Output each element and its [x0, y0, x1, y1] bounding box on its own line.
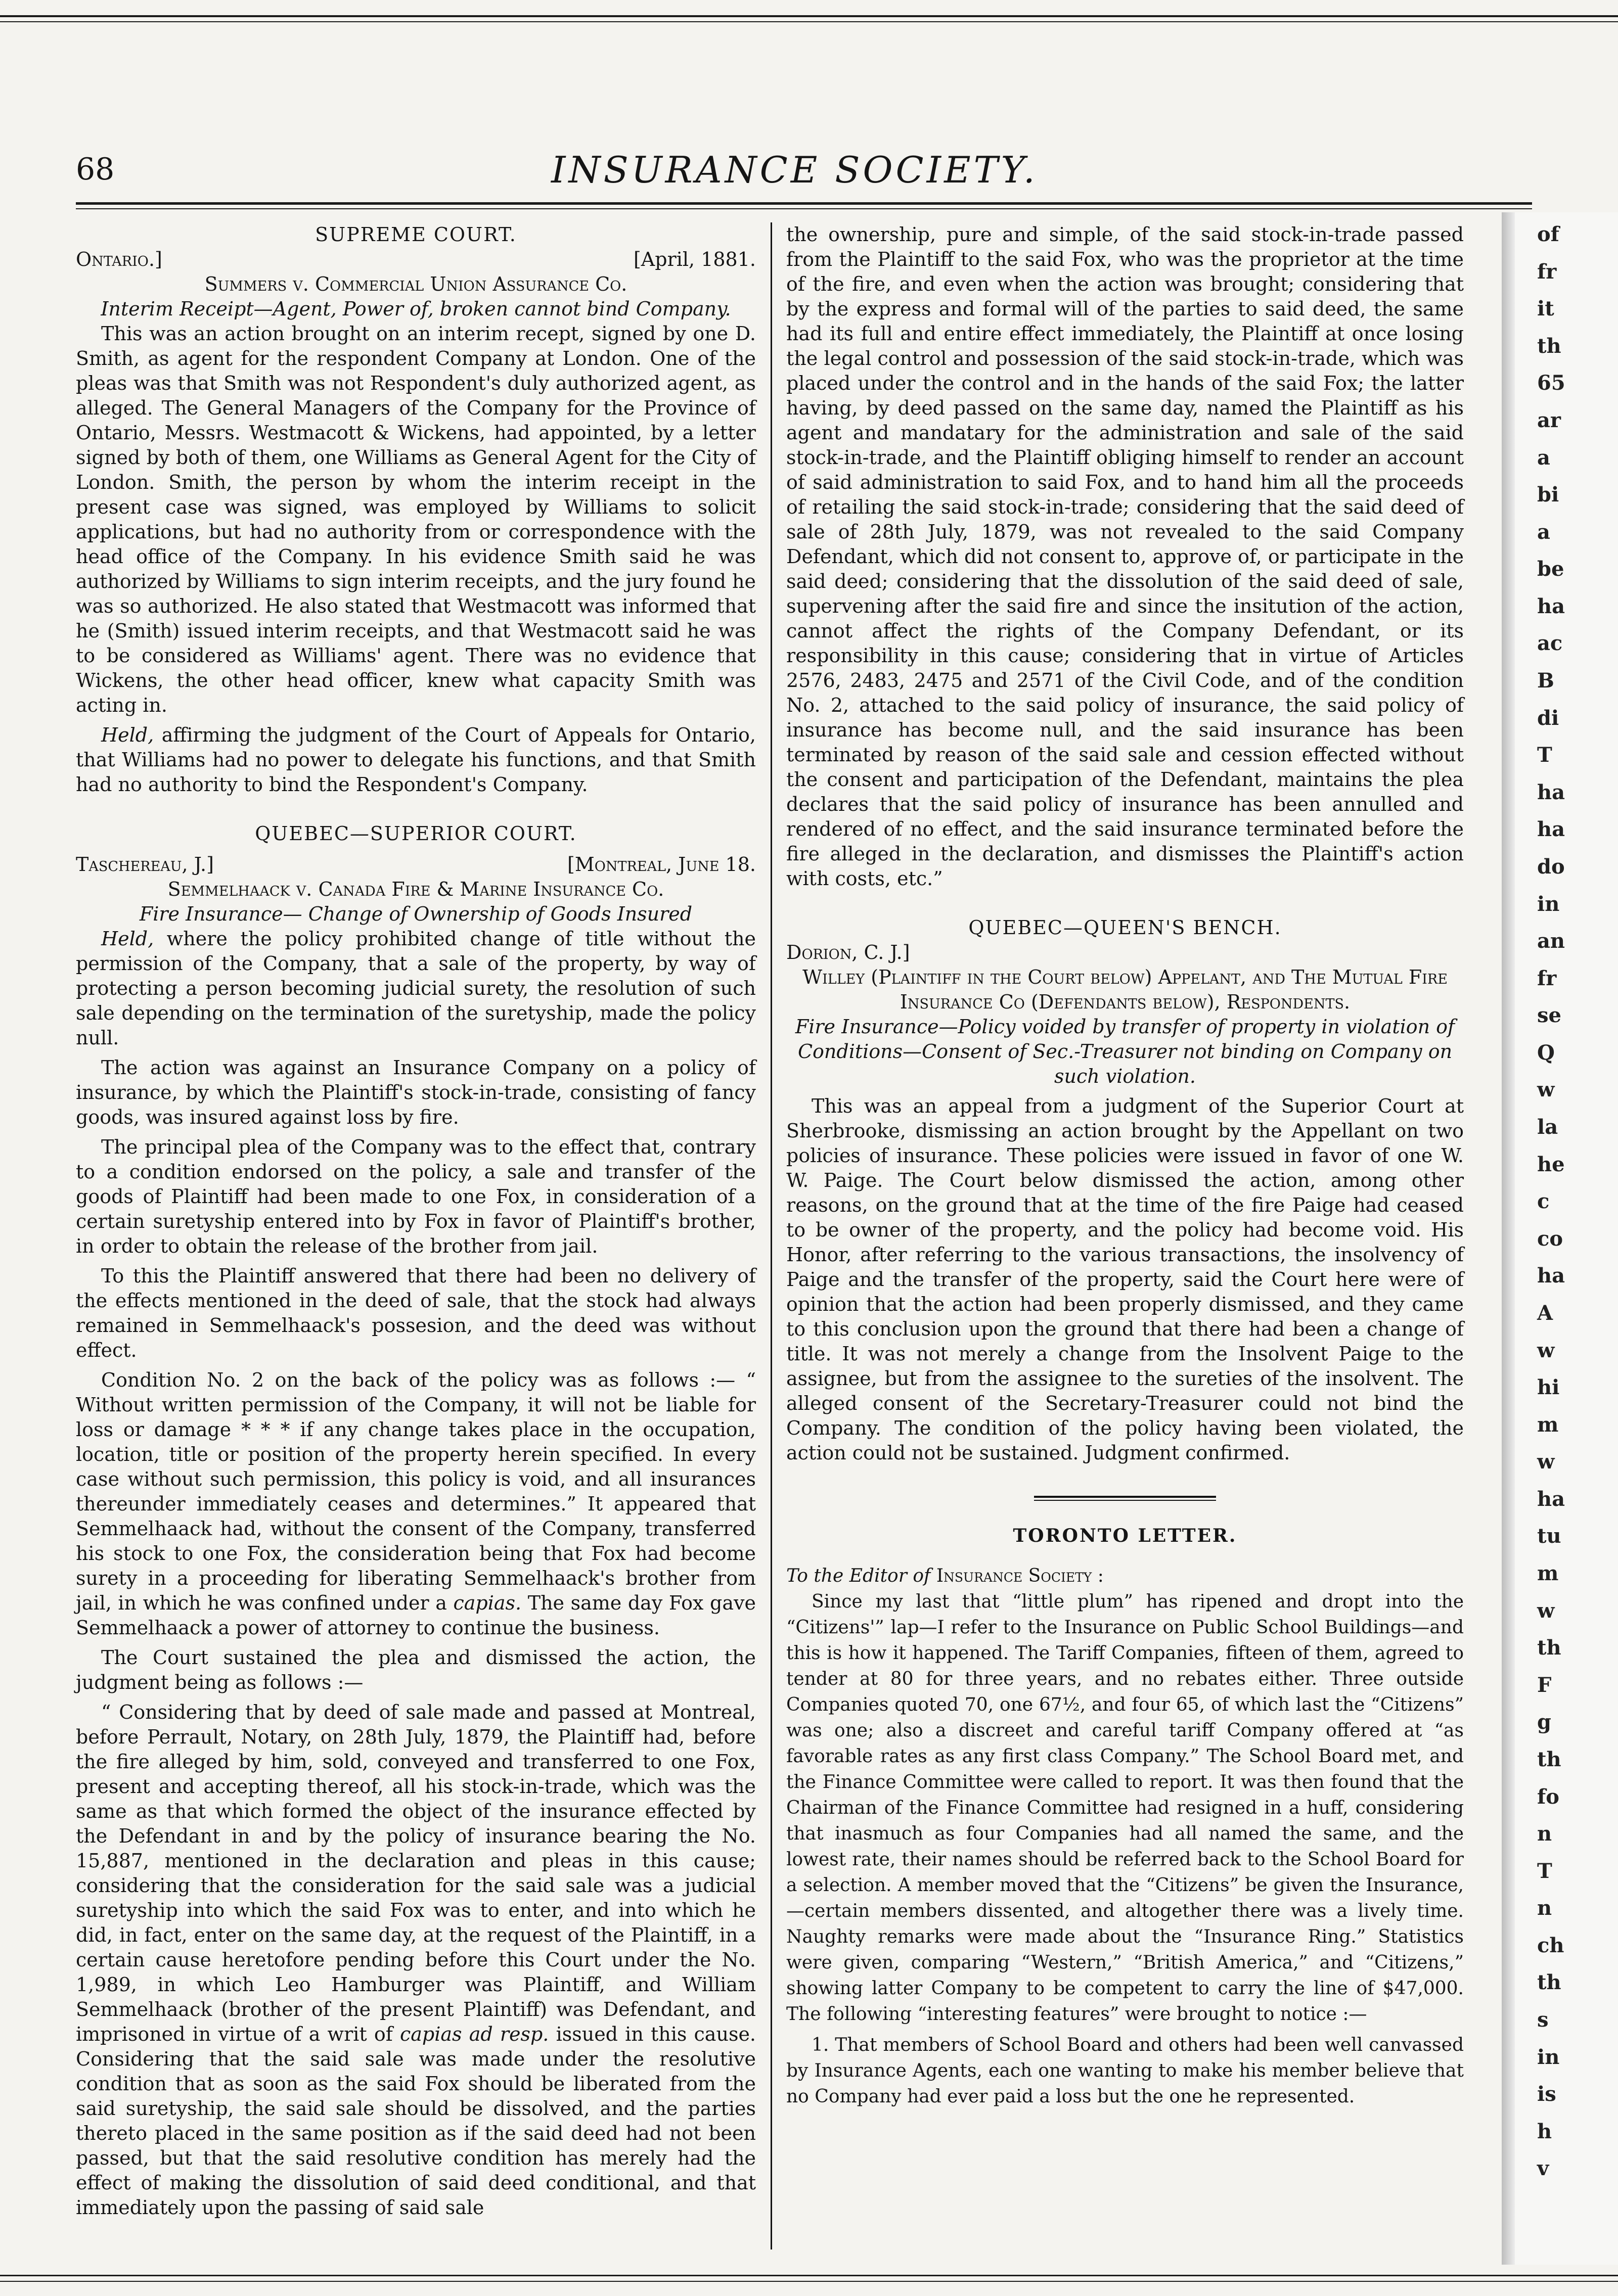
case-meta-row: [76, 247, 756, 272]
edge-fragment: di: [1537, 706, 1559, 730]
edge-fragment: ac: [1537, 631, 1563, 656]
edge-fragment: w: [1537, 1450, 1555, 1474]
edge-fragment: he: [1537, 1152, 1565, 1176]
case-paragraph: The action was against an Insurance Company on a policy of insurance, by which the Plaintiff's stock-in-trade, consisting of fancy goods, was insured against loss by fire.: [76, 1057, 756, 1128]
case-parties: Willey (Plaintiff in the Court below) Appelant, and The Mutual Fire Insurance Co (Defendants below), Respondents.: [802, 966, 1448, 1013]
edge-fragment: do: [1537, 854, 1565, 879]
edge-fragment: ha: [1537, 780, 1565, 804]
column-divider: [771, 222, 772, 2249]
edge-fragment: A: [1537, 1301, 1553, 1325]
edge-fragment: an: [1537, 929, 1565, 953]
edge-fragment: T: [1537, 743, 1552, 767]
edge-fragment: s: [1537, 2008, 1549, 2032]
case-paragraph: This was an action brought on an interim recept, signed by one D. Smith, as agent for the respondent Company at London. One of the pleas was that Smith was not Respondent's duly authorized agent, as alleged. The General Managers of the Company for the Province of Ontario, Messrs. Westmacott & Wickens, had appointed, by a letter signed by both of them, one Williams as General Agent for the City of London. Smith, the person by whom the interim receipt in the present case was signed, was employed by Williams to solicit applications, but had no authority from or correspondence with the head office of the Company. In his evidence Smith said he was authorized by Williams to sign interim receipts, and the jury found he was so authorized. He also stated that Westmacott was informed that he (Smith) issued interim receipts, and that Westmacott said he was to be considered as Williams' agent. There was no evidence that Wickens, the other head officer, knew what capacity Smith was acting in.: [76, 323, 756, 716]
court-heading: QUEBEC—QUEEN'S BENCH.: [968, 916, 1282, 939]
edge-fragment: w: [1537, 1338, 1555, 1362]
letter-salutation: To the Editor of Insurance Society :: [786, 1566, 1104, 1586]
edge-fragment: n: [1537, 1822, 1552, 1846]
case-title: Semmelhaack v. Canada Fire & Marine Insurance Co.: [167, 878, 664, 900]
edge-fragment: th: [1537, 1747, 1561, 1771]
case-paragraph: This was an appeal from a judgment of the Superior Court at Sherbrooke, dismissing an action brought by the Appellant on two policies of insurance. These policies were issued in favor of one W. W. Paige. The Court below dismissed the action, among other reasons, on the ground that at the time of the fire Paige had ceased to be owner of the property, and the policy had become void. His Honor, after referring to the various transactions, the insolvency of Paige and the transfer of the property, said the Court here were of opinion that the action had been properly dismissed, and they came to this conclusion upon the ground that there had been a change of title. It was not merely a change from the Insolvent Paige to the assignee, but from the assignee to the sureties of the insolvent. The alleged consent of the Secretary-Treasurer could not bind the Company. The condition of the policy having been violated, the action could not be sustained. Judgment confirmed.: [786, 1095, 1464, 1464]
edge-fragment: n: [1537, 1896, 1552, 1920]
letter-title: TORONTO LETTER.: [1013, 1525, 1237, 1546]
edge-fragment: ch: [1537, 1933, 1564, 1957]
edge-fragment: w: [1537, 1078, 1555, 1102]
queens-bench-section: [786, 915, 1464, 1465]
edge-fragment: g: [1537, 1710, 1551, 1734]
latin-term: capias.: [453, 1592, 522, 1614]
edge-fragment: co: [1537, 1226, 1563, 1251]
letter-paragraph: 1. That members of School Board and others had been well canvassed by Insurance Agents, each one wanting to make his member believe that no Company had ever paid a loss but the one he represented.: [786, 2035, 1464, 2107]
judge: Dorion, C. J.]: [786, 941, 910, 963]
edge-fragment: ar: [1537, 408, 1561, 432]
edge-fragment: hi: [1537, 1375, 1560, 1400]
edge-fragment: be: [1537, 557, 1564, 581]
edge-fragment: F: [1537, 1673, 1552, 1697]
edge-fragment: Q: [1537, 1040, 1555, 1065]
case-paragraph: The principal plea of the Company was to the effect that, contrary to a condition endorsed on the policy, a sale and transfer of the goods of Plaintiff had been made to one Fox, in consideration of a certain suretyship entered into by Fox in favor of Plaintiff's brother, in order to obtain the release of the brother from jail.: [76, 1136, 756, 1257]
edge-fragment: ha: [1537, 1264, 1565, 1288]
edge-fragment: ha: [1537, 817, 1565, 842]
edge-fragment: th: [1537, 1970, 1561, 1995]
edge-fragment: in: [1537, 2045, 1560, 2069]
superior-court-section: [76, 821, 756, 2220]
edge-fragment: h: [1537, 2119, 1552, 2143]
edge-fragment: fr: [1537, 966, 1557, 990]
edge-fragment: la: [1537, 1115, 1558, 1139]
edge-fragment: 65: [1537, 371, 1565, 395]
adjacent-page-edge: [1502, 212, 1618, 2265]
held-label: Held,: [101, 724, 154, 746]
edge-fragment: fr: [1537, 259, 1557, 284]
edge-fragment: th: [1537, 1636, 1561, 1660]
page-header: [0, 147, 1618, 202]
case-subject: Fire Insurance— Change of Ownership of Goods Insured: [139, 903, 693, 925]
header-rule-thick: [76, 202, 1532, 205]
left-column: [76, 222, 756, 2220]
edge-fragment: w: [1537, 1598, 1555, 1623]
edge-fragment: fo: [1537, 1784, 1559, 1809]
edge-fragment: c: [1537, 1189, 1550, 1214]
edge-fragment: a: [1537, 520, 1550, 544]
header-rule-thin: [76, 208, 1532, 209]
page-title: INSURANCE SOCIETY.: [551, 149, 1038, 191]
edge-fragment: th: [1537, 334, 1561, 358]
judge: Taschereau, J.]: [76, 853, 214, 876]
edge-fragment: ha: [1537, 1487, 1565, 1511]
edge-fragment: se: [1537, 1003, 1561, 1028]
judgment-continuation: the ownership, pure and simple, of the said stock-in-trade passed from the Plaintiff to the said Fox, who was the proprietor at the time of the fire, and even when the action was brought; considering that by the express and formal will of the parties to said deed, the same had its full and entire effect immediately, the Plaintiff at once losing the legal control and possession of the said stock-in-trade, which was placed under the control and in the hands of the said Fox; the latter having, by deed passed on the same day, named the Plaintiff as his agent and mandatary for the administration and sale of the said stock-in-trade, and the Plaintiff obliging himself to render an account of said administration to said Fox, and to hand him all the proceeds of retailing the said stock-in-trade; considering that the said deed of sale of 28th July, 1879, was not revealed to the said Company Defendant, which did not consent to, approve of, or participate in the said deed; considering that the dissolution of the said deed of sale, supervening after the said fire and since the insitution of the action, cannot affect the rights of the Company Defendant, or its responsibility in this cause; considering that in virtue of Articles 2576, 2483, 2475 and 2571 of the Civil Code, and of the condition No. 2, attached to the said policy of insurance, the said policy of insurance has become null, and the said insurance has been terminated by reason of the said sale and cession effected without the consent and participation of the Defendant, maintains the plea declares that the said policy of insurance has been annulled and rendered of no effect, and the said insurance terminated before the fire alleged in the declaration, and dismisses the Plaintiff's action with costs, etc.”: [786, 223, 1464, 890]
condition-paragraph: Condition No. 2 on the back of the policy was as follows :— “ Without written permission of the Company, it will not be liable for loss or damage * * * if any change takes place in the occupation, location, title or position of the property herein specified. In every case without such permission, this policy is void, and all insurances thereunder immediately ceases and determines.” It appeared that Semmelhaack had, without the consent of the Company, transferred his stock to one Fox, the consideration being that Fox had become surety in a proceeding for liberating Semmelhaack's brother from jail, in which he was confined under a capias. The same day Fox gave Semmelhaack a power of attorney to continue the business.: [76, 1369, 756, 1639]
edge-fragment: is: [1537, 2082, 1556, 2106]
case-meta-row: [76, 852, 756, 877]
right-column: [786, 222, 1464, 2109]
case-title: Summers v. Commercial Union Assurance Co.: [204, 273, 627, 295]
letter-paragraph: Since my last that “little plum” has ripened and dropt into the “Citizens'” lap—I refer to the Insurance on Public School Buildings—and this is how it happened. The Tariff Companies, fifteen of them, agreed to tender at 80 for three years, and no rebates either. Three outside Companies quoted 70, one 67½, and four 65, of which last the “Citizens” was one; also a discreet and careful tariff Company offered at “as favorable rates as any first class Company.” The School Board met, and the Finance Committee were called to report. It was then found that the Chairman of the Finance Committee had resigned in a huff, considering that inasmuch as four Companies had all named the same, and the lowest rate, their names should be referred back to the School Board for a selection. A member moved that the “Citizens” be given the Insurance,—certain members dissented, and altogether there was a lively time. Naughty remarks were made about the “Insurance Ring.” Statistics were given, comparing “Western,” “British America,” and “Citizens,” showing latter Company to be competent to carry the line of $47,000. The following “interesting features” were brought to notice :—: [786, 1591, 1464, 2025]
section-divider: [1034, 1496, 1216, 1501]
court-heading: SUPREME COURT.: [315, 223, 517, 246]
edge-fragment: it: [1537, 297, 1554, 321]
court-heading: QUEBEC—SUPERIOR COURT.: [255, 822, 577, 845]
edge-fragment: bi: [1537, 483, 1559, 507]
top-rule-2: [0, 21, 1618, 22]
edge-fragment: T: [1537, 1859, 1552, 1883]
edge-fragment: in: [1537, 892, 1560, 916]
page-gutter-shadow: [1502, 212, 1515, 2265]
case-paragraph: The Court sustained the plea and dismissed the action, the judgment being as follows :—: [76, 1646, 756, 1693]
latin-term: capias ad resp.: [399, 2023, 549, 2045]
page-number: 68: [76, 152, 115, 187]
jurisdiction: Ontario.]: [76, 248, 162, 270]
case-subject: Fire Insurance—Policy voided by transfer of property in violation of Conditions—Consent of Sec.-Treasurer not binding on Company on such violation.: [795, 1016, 1455, 1087]
edge-fragment: tu: [1537, 1524, 1561, 1548]
case-date: [Montreal, June 18.: [567, 853, 756, 876]
held-paragraph: [76, 723, 756, 797]
held-text: affirming the judgment of the Court of Appeals for Ontario, that Williams had no power to delegate his functions, and that Smith had no authority to bind the Respondent's Company.: [76, 724, 756, 796]
case-paragraph: To this the Plaintiff answered that there had been no delivery of the effects mentioned in the deed of sale, that the stock had always remained in Semmelhaack's possesion, and the deed was without effect.: [76, 1265, 756, 1361]
bottom-rule-2: [0, 2281, 1618, 2282]
edge-fragment: of: [1537, 222, 1559, 246]
edge-fragment: B: [1537, 669, 1554, 693]
edge-fragment: ha: [1537, 594, 1565, 618]
case-date: [April, 1881.: [633, 248, 756, 270]
held-text: where the policy prohibited change of title without the permission of the Company, that a sale of the property, by way of protecting a person becoming judicial surety, the resolution of such sale depending on the termination of the suretyship, made the policy null.: [76, 928, 756, 1049]
supreme-court-section: [76, 222, 756, 797]
edge-fragment: m: [1537, 1412, 1559, 1437]
edge-fragment: a: [1537, 445, 1550, 470]
toronto-letter-section: [786, 1523, 1464, 2109]
judgment-paragraph: “ Considering that by deed of sale made and passed at Montreal, before Perrault, Notary, on 28th July, 1879, the Plaintiff had, before the fire alleged by him, sold, conveyed and transferred to one Fox, present and accepting thereof, all his stock-in-trade, which was the same as that which formed the object of the insurance effected by the Defendant in and by the policy of insurance bearing the No. 15,887, mentioned in the declaration and pleas in this cause; considering that the consideration for the said sale was a judicial suretyship into which the said Fox was to enter, and into which he did, in fact, enter on the same day, at the request of the Plaintiff, in a certain cause heretofore pending before this Court under the No. 1,989, in which Leo Hamburger was Plaintiff, and William Semmelhaack (brother of the present Plaintiff) was Defendant, and imprisoned in virtue of a writ of capias ad resp. issued in this cause. Considering that the said sale was made under the resolutive condition that as soon as the said Fox should be liberated from the said suretyship, the said sale should be dissolved, and the parties thereto placed in the same position as if the said deed had not been passed, but that the said resolutive condition has merely had the effect of making the dissolution of said deed conditional, and that immediately upon the passing of said sale: [76, 1701, 756, 2219]
held-label: Held,: [101, 928, 154, 950]
held-paragraph: [76, 927, 756, 1050]
bottom-rule-1: [0, 2275, 1618, 2276]
top-rule-1: [0, 15, 1618, 17]
edge-fragment: m: [1537, 1562, 1559, 1586]
edge-fragment: v: [1537, 2156, 1549, 2181]
case-subject: Interim Receipt—Agent, Power of, broken cannot bind Company.: [101, 298, 731, 320]
